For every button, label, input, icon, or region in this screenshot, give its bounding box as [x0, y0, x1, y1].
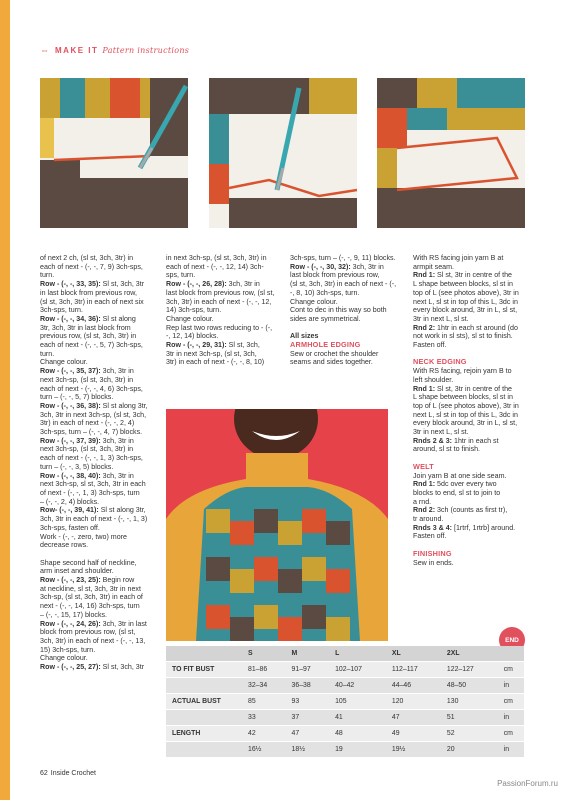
col2-line: 3ch, 3tr) in each of next - (-, -, 12,: [166, 297, 272, 306]
col4-line: next L, sl st in top of this L, 3dc in: [413, 297, 518, 306]
col4-line: Rnd 1: 5dc over every two: [413, 480, 497, 489]
section-header: [40, 45, 189, 55]
col4-line: next L, sl st in top of this L, 3dc in: [413, 410, 518, 419]
col4-line: around, sl st to finish.: [413, 445, 481, 454]
size-header-cell: S: [242, 646, 286, 662]
col2-line: sps, turn.: [166, 271, 196, 280]
col1-line: Row - (-, -, 33, 35): Sl st, 3ch, 3tr: [40, 280, 145, 289]
col1-line: next 3ch-sp, sl st, 3ch, 3tr in each: [40, 480, 146, 489]
col4-line: Sew in ends.: [413, 558, 454, 567]
unit-cell: cm: [498, 662, 524, 678]
unit-cell: cm: [498, 694, 524, 710]
col3-line: seams and sides together.: [290, 358, 373, 367]
col4-line: not work in sl sts), sl st to finish.: [413, 332, 513, 341]
col3-line: 3ch-sps, turn – (-, -, 9, 11) blocks.: [290, 254, 396, 262]
col4-line: Rnd 2: 1htr in each st around (do: [413, 323, 518, 332]
col4-line: With RS facing, rejoin yarn B to: [413, 367, 512, 376]
col1-line: Row - (-, -, 24, 26): 3ch, 3tr in last: [40, 619, 147, 628]
col1-line: arm inset and shoulder.: [40, 567, 114, 576]
col1-line: Row - (-, -, 34, 36): Sl st along: [40, 314, 136, 323]
table-cell: 42: [242, 726, 286, 742]
technique-photo-2: [209, 78, 357, 228]
col3-line: last block from previous row,: [290, 271, 380, 280]
paragraph-gap: [290, 324, 406, 333]
table-cell: 20: [441, 742, 498, 758]
table-cell: 49: [386, 726, 441, 742]
col3-line: sides are symmetrical.: [290, 314, 361, 323]
unit-cell: in: [498, 710, 524, 726]
row-label: [166, 742, 242, 758]
col1-line: in last block from previous row,: [40, 288, 137, 297]
table-cell: 85: [242, 694, 286, 710]
page-edge-bar: [0, 0, 10, 800]
col4-line: Rnds 2 & 3: 1htr in each st: [413, 436, 499, 445]
col4-line: Rnd 1: Sl st, 3tr in centre of the: [413, 271, 512, 280]
col4-line: Rnds 3 & 4: [1rtrf, 1rtrb] around.: [413, 523, 516, 532]
col3-line: Change colour.: [290, 297, 338, 306]
col1-line: (sl st, 3ch, 3tr) in each of next six: [40, 297, 144, 306]
table-cell: 105: [329, 694, 386, 710]
col4-line: Join yarn B at one side seam.: [413, 471, 507, 480]
table-cell: 32–34: [242, 678, 286, 694]
col4-line: every block around, 3tr in L, sl st,: [413, 419, 518, 428]
col1-line: – (-, -, 15, 17) blocks.: [40, 610, 108, 619]
col1-line: – (-, -, 2, 4) blocks.: [40, 497, 100, 506]
col1-line: block from previous row, (sl st,: [40, 628, 136, 637]
table-cell: 41: [329, 710, 386, 726]
table-cell: 16½: [242, 742, 286, 758]
col2-line: Row - (-, -, 29, 31): Sl st, 3ch,: [166, 341, 260, 350]
col4-line: L shape between blocks, sl st in: [413, 280, 513, 289]
col1-line: next 3ch-sp, (sl st, 3ch, 3tr) in: [40, 375, 134, 384]
welt-heading: WELT: [413, 461, 434, 471]
col4-line: top of L (see photos above), 3tr in: [413, 401, 519, 410]
col1-line: each of next - (-, -, 7, 9) 3ch-sps,: [40, 262, 143, 271]
table-cell: 112–117: [386, 662, 441, 678]
col1-line: next - (-, -, 14, 16) 3ch-sps, turn: [40, 602, 140, 611]
model-photo: [166, 409, 388, 641]
armhole-edging-heading: ARMHOLE EDGING: [290, 340, 361, 350]
col1-line: Change colour.: [40, 358, 88, 367]
col1-line: 3ch-sp, (sl st, 3ch, 3tr) in each of: [40, 593, 143, 602]
col1-line: of next 2 ch, (sl st, 3ch, 3tr) in: [40, 254, 134, 262]
table-cell: 102–107: [329, 662, 386, 678]
column-3: [290, 254, 406, 367]
col2-line: 3tr in next 3ch-sp, (sl st, 3ch,: [166, 349, 257, 358]
col2-line: each of next - (-, -, 12, 14) 3ch-: [166, 262, 264, 271]
unit-cell: cm: [498, 726, 524, 742]
size-header-cell: M: [286, 646, 330, 662]
col1-line: 3ch, 3tr in next 3ch-sp, (sl st, 3ch,: [40, 410, 147, 419]
col1-line: turn.: [40, 349, 55, 358]
size-table-header: [166, 646, 524, 662]
col4-line: Fasten off.: [413, 532, 447, 541]
col4-line: armpit seam.: [413, 262, 454, 271]
double-arrow-icon: ⇔: [40, 45, 49, 55]
col1-line: turn.: [40, 271, 55, 280]
table-cell: 48–50: [441, 678, 498, 694]
col2-line: 3tr) in each of next - (-, -, 8, 10): [166, 358, 265, 367]
unit-cell: in: [498, 742, 524, 758]
col3-line: -, 8, 10) 3ch-sps, turn.: [290, 288, 360, 297]
table-cell: 40–42: [329, 678, 386, 694]
table-row: [166, 710, 524, 726]
col4-line: Rnd 1: Sl st, 3tr in centre of the: [413, 384, 512, 393]
col1-line: 3ch-sps, fasten off.: [40, 523, 100, 532]
col1-line: 15) 3ch-sps, turn.: [40, 645, 96, 654]
page-number: 62: [40, 770, 48, 777]
row-label: LENGTH: [166, 726, 242, 742]
col1-line: Row - (-, -, 23, 25): Begin row: [40, 576, 135, 584]
magazine-name: Inside Crochet: [50, 770, 96, 777]
col4-line: With RS facing join yarn B at: [413, 254, 504, 262]
col1-line: Change colour.: [40, 654, 88, 663]
table-row: [166, 726, 524, 742]
table-cell: 120: [386, 694, 441, 710]
col1-line: 3ch, 3tr) in each of next - (-, -, 13,: [40, 636, 146, 645]
col1-line: decrease rows.: [40, 541, 89, 550]
column-2: [166, 254, 282, 367]
table-row: [166, 694, 524, 710]
col2-line: -, 12, 14) blocks.: [166, 332, 219, 341]
col4-line: Rnd 2: 3ch (counts as first tr),: [413, 506, 508, 515]
size-header-cell: 2XL: [441, 646, 498, 662]
size-table: [166, 646, 524, 758]
table-cell: 44–46: [386, 678, 441, 694]
column-4: [413, 254, 531, 567]
table-cell: 130: [441, 694, 498, 710]
col3-line: Row - (-, -, 30, 32): 3ch, 3tr in: [290, 262, 384, 271]
column-1: [40, 254, 158, 672]
table-cell: 33: [242, 710, 286, 726]
col4-line: blocks to end, sl st to join to: [413, 488, 501, 497]
row-label: [166, 678, 242, 694]
col1-line: Row - (-, -, 36, 38): Sl st along 3tr,: [40, 401, 148, 410]
col3-line: (sl st, 3ch, 3tr) in each of next - (-,: [290, 280, 397, 289]
col4-line: left shoulder.: [413, 375, 454, 384]
col4-line: top of L (see photos above), 3tr in: [413, 288, 519, 297]
col2-line: 14) 3ch-sps, turn.: [166, 306, 222, 315]
col3-line: Cont to dec in this way so both: [290, 306, 387, 315]
table-cell: 48: [329, 726, 386, 742]
finishing-heading: FINISHING: [413, 548, 452, 558]
technique-photo-1: [40, 78, 188, 228]
table-cell: 19½: [386, 742, 441, 758]
col1-line: 3tr, 3ch, 3tr in last block from: [40, 323, 131, 332]
col1-line: 3tr) in each of next - (-, -, 2, 4): [40, 419, 135, 428]
col3-line: Sew or crochet the shoulder: [290, 349, 379, 358]
table-row: [166, 662, 524, 678]
table-cell: 19: [329, 742, 386, 758]
table-cell: 91–97: [286, 662, 330, 678]
col2-line: Rep last two rows reducing to - (-,: [166, 323, 273, 332]
size-header-cell: L: [329, 646, 386, 662]
col1-line: at neckline, sl st, 3ch, 3tr in next: [40, 584, 141, 593]
col1-line: previous row, (sl st, 3ch, 3tr) in: [40, 332, 137, 341]
header-make-it: MAKE IT: [55, 46, 99, 55]
col4-line: L shape between blocks, sl st in: [413, 393, 513, 402]
row-label: ACTUAL BUST: [166, 694, 242, 710]
col1-line: Shape second half of neckline,: [40, 558, 137, 567]
table-cell: 47: [286, 726, 330, 742]
size-header-cell: XL: [386, 646, 441, 662]
col1-line: next 3ch-sp, (sl st, 3ch, 3tr) in: [40, 445, 134, 454]
col1-line: each of next - (-, -, 4, 6) 3ch-sps,: [40, 384, 143, 393]
table-cell: 93: [286, 694, 330, 710]
col1-line: Row - (-, -, 37, 39): 3ch, 3tr in: [40, 436, 134, 445]
col1-line: Row - (-, -, 35, 37): 3ch, 3tr in: [40, 367, 134, 376]
table-cell: 51: [441, 710, 498, 726]
table-row: [166, 742, 524, 758]
col1-line: of next - (-, -, 1, 3) 3ch-sps, turn: [40, 488, 140, 497]
table-cell: 18½: [286, 742, 330, 758]
col1-line: each of next - (-, -, 5, 7) 3ch-sps,: [40, 341, 143, 350]
table-cell: 122–127: [441, 662, 498, 678]
paragraph-gap: [40, 550, 158, 559]
col4-line: 3tr in next L, sl st.: [413, 314, 469, 323]
col4-line: every block around, 3tr in L, sl st,: [413, 306, 518, 315]
col1-line: Row - (-, -, 25, 27): Sl st, 3ch, 3tr: [40, 663, 145, 672]
col1-line: 3ch-sps, turn.: [40, 306, 83, 315]
page-footer: [40, 770, 96, 777]
row-label: [166, 710, 242, 726]
end-badge: END: [499, 627, 525, 653]
table-cell: 52: [441, 726, 498, 742]
col2-line: Row - (-, -, 26, 28): 3ch, 3tr in: [166, 280, 260, 289]
col1-line: Row - (-, -, 38, 40): 3ch, 3tr in: [40, 471, 134, 480]
all-sizes-label: All sizes: [290, 332, 319, 341]
table-row: [166, 678, 524, 694]
row-label: TO FIT BUST: [166, 662, 242, 678]
table-cell: 47: [386, 710, 441, 726]
col1-line: turn – (-, -, 3, 5) blocks.: [40, 462, 114, 471]
unit-cell: in: [498, 678, 524, 694]
col2-line: in next 3ch-sp, (sl st, 3ch, 3tr) in: [166, 254, 267, 262]
col1-line: 3ch, 3tr in each of next - (-, -, 1, 3): [40, 515, 148, 524]
col1-line: turn – (-, -, 5, 7) blocks.: [40, 393, 114, 402]
header-subtitle: Pattern instructions: [102, 46, 190, 55]
col1-line: Work - (-, -, zero, two) more: [40, 532, 127, 541]
col2-line: last block from previous row, (sl st,: [166, 288, 275, 297]
col1-line: Row- (-, -, 39, 41): Sl st along 3tr,: [40, 506, 146, 515]
col4-line: a rnd.: [413, 497, 432, 506]
col1-line: each of next - (-, -, 1, 3) 3ch-sps,: [40, 454, 143, 463]
col4-line: tr around.: [413, 515, 444, 524]
table-cell: 81–86: [242, 662, 286, 678]
col4-line: 3tr in next L, sl st.: [413, 428, 469, 437]
watermark-text: PassionForum.ru: [497, 779, 558, 788]
col1-line: 3ch-sps, turn – (-, -, 4, 7) blocks.: [40, 428, 143, 437]
table-cell: 37: [286, 710, 330, 726]
technique-photo-3: [377, 78, 525, 228]
col2-line: Change colour.: [166, 314, 214, 323]
neck-edging-heading: NECK EDGING: [413, 357, 467, 367]
table-cell: 36–38: [286, 678, 330, 694]
col4-line: Fasten off.: [413, 341, 447, 350]
